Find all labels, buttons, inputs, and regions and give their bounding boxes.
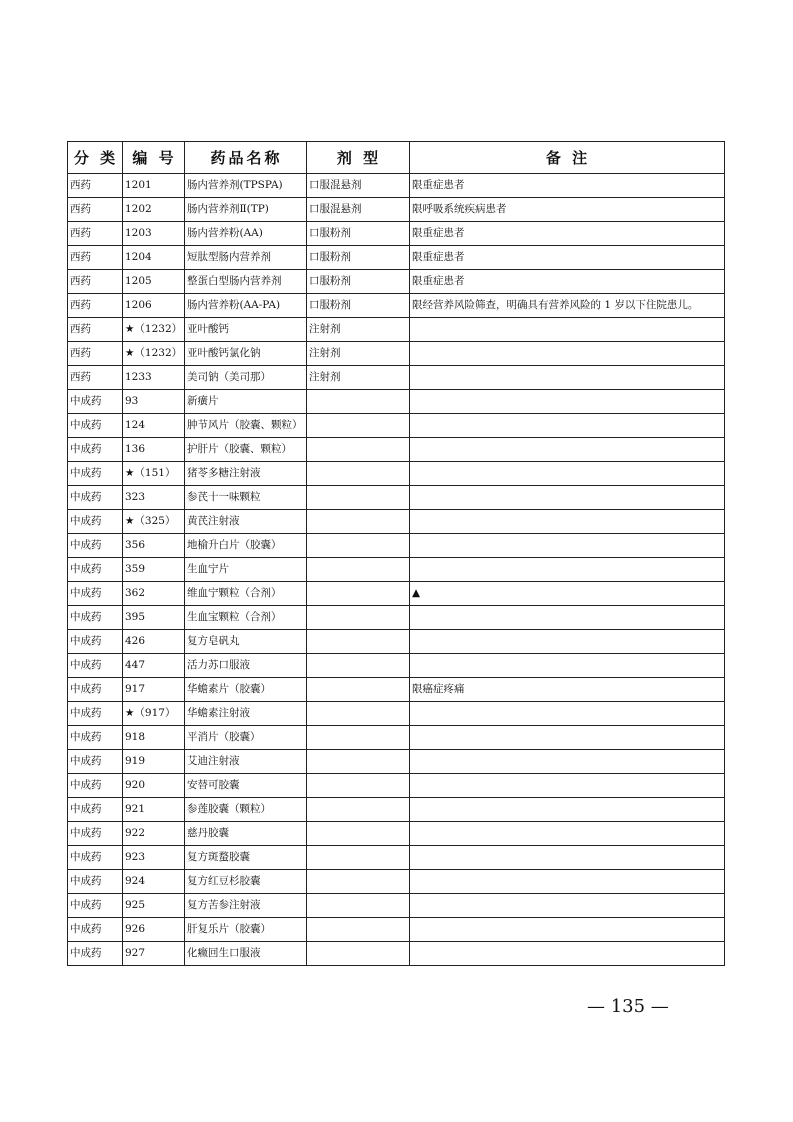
drug-name-cell: 美司钠（美司那） <box>185 366 307 390</box>
category-cell: 西药 <box>68 174 123 198</box>
table-row <box>68 246 725 270</box>
number-cell: 918 <box>123 726 185 750</box>
number-cell: ★（1232） <box>123 342 185 366</box>
table-row <box>68 630 725 654</box>
number-cell: 426 <box>123 630 185 654</box>
remarks-cell <box>410 870 725 894</box>
category-cell: 中成药 <box>68 534 123 558</box>
remarks-cell <box>410 846 725 870</box>
table-row <box>68 318 725 342</box>
header-remarks: 备 注 <box>410 142 725 174</box>
remarks-cell <box>410 390 725 414</box>
dosage-form-cell <box>307 894 410 918</box>
drug-table <box>67 141 725 966</box>
table-row <box>68 750 725 774</box>
table-row <box>68 822 725 846</box>
dosage-form-cell <box>307 630 410 654</box>
table-row <box>68 294 725 318</box>
number-cell: 395 <box>123 606 185 630</box>
remarks-cell <box>410 654 725 678</box>
drug-name-cell: 复方斑蝥胶囊 <box>185 846 307 870</box>
drug-name-cell: 生血宁片 <box>185 558 307 582</box>
dosage-form-cell <box>307 750 410 774</box>
remarks-cell <box>410 774 725 798</box>
drug-name-cell: 地榆升白片（胶囊） <box>185 534 307 558</box>
table-row <box>68 198 725 222</box>
remarks-cell: ▲ <box>410 582 725 606</box>
dosage-form-cell <box>307 846 410 870</box>
drug-name-cell: 生血宝颗粒（合剂） <box>185 606 307 630</box>
table-row <box>68 846 725 870</box>
number-cell: 447 <box>123 654 185 678</box>
category-cell: 中成药 <box>68 942 123 966</box>
category-cell: 中成药 <box>68 462 123 486</box>
dosage-form-cell <box>307 678 410 702</box>
category-cell: 西药 <box>68 318 123 342</box>
dosage-form-cell <box>307 414 410 438</box>
dosage-form-cell <box>307 870 410 894</box>
category-cell: 西药 <box>68 246 123 270</box>
number-cell: 921 <box>123 798 185 822</box>
drug-name-cell: 亚叶酸钙氯化钠 <box>185 342 307 366</box>
dosage-form-cell <box>307 486 410 510</box>
number-cell: 323 <box>123 486 185 510</box>
drug-name-cell: 平消片（胶囊） <box>185 726 307 750</box>
drug-name-cell: 活力苏口服液 <box>185 654 307 678</box>
remarks-cell: 限重症患者 <box>410 174 725 198</box>
remarks-cell <box>410 318 725 342</box>
table-row <box>68 606 725 630</box>
remarks-cell <box>410 462 725 486</box>
category-cell: 西药 <box>68 222 123 246</box>
category-cell: 中成药 <box>68 630 123 654</box>
category-cell: 中成药 <box>68 438 123 462</box>
category-cell: 中成药 <box>68 510 123 534</box>
table-row <box>68 366 725 390</box>
table-row <box>68 942 725 966</box>
number-cell: 1206 <box>123 294 185 318</box>
remarks-cell <box>410 918 725 942</box>
remarks-cell <box>410 726 725 750</box>
drug-name-cell: 复方苦参注射液 <box>185 894 307 918</box>
remarks-cell <box>410 366 725 390</box>
number-cell: 926 <box>123 918 185 942</box>
table-row <box>68 534 725 558</box>
dosage-form-cell: 注射剂 <box>307 366 410 390</box>
drug-name-cell: 黄芪注射液 <box>185 510 307 534</box>
table-row <box>68 510 725 534</box>
table-row <box>68 558 725 582</box>
number-cell: ★（325） <box>123 510 185 534</box>
dosage-form-cell <box>307 582 410 606</box>
table-row <box>68 174 725 198</box>
number-cell: 917 <box>123 678 185 702</box>
dosage-form-cell <box>307 702 410 726</box>
dosage-form-cell <box>307 822 410 846</box>
number-cell: 136 <box>123 438 185 462</box>
dosage-form-cell: 注射剂 <box>307 318 410 342</box>
dosage-form-cell <box>307 798 410 822</box>
number-cell: 1205 <box>123 270 185 294</box>
drug-name-cell: 复方皂矾丸 <box>185 630 307 654</box>
dosage-form-cell: 口服粉剂 <box>307 294 410 318</box>
remarks-cell <box>410 894 725 918</box>
remarks-cell <box>410 798 725 822</box>
table-row <box>68 462 725 486</box>
table-row <box>68 678 725 702</box>
drug-name-cell: 华蟾素片（胶囊） <box>185 678 307 702</box>
header-row <box>68 142 725 174</box>
drug-name-cell: 猪苓多糖注射液 <box>185 462 307 486</box>
category-cell: 西药 <box>68 342 123 366</box>
drug-name-cell: 护肝片（胶囊、颗粒） <box>185 438 307 462</box>
dosage-form-cell <box>307 942 410 966</box>
dosage-form-cell <box>307 918 410 942</box>
drug-name-cell: 参芪十一味颗粒 <box>185 486 307 510</box>
number-cell: 93 <box>123 390 185 414</box>
remarks-cell: 限重症患者 <box>410 222 725 246</box>
category-cell: 中成药 <box>68 774 123 798</box>
category-cell: 中成药 <box>68 798 123 822</box>
number-cell: 1202 <box>123 198 185 222</box>
number-cell: 1203 <box>123 222 185 246</box>
remarks-cell: 限癌症疼痛 <box>410 678 725 702</box>
number-cell: 1201 <box>123 174 185 198</box>
dosage-form-cell: 注射剂 <box>307 342 410 366</box>
number-cell: 923 <box>123 846 185 870</box>
drug-name-cell: 艾迪注射液 <box>185 750 307 774</box>
category-cell: 西药 <box>68 366 123 390</box>
remarks-cell <box>410 342 725 366</box>
table-row <box>68 390 725 414</box>
category-cell: 中成药 <box>68 558 123 582</box>
category-cell: 中成药 <box>68 870 123 894</box>
dosage-form-cell: 口服混悬剂 <box>307 174 410 198</box>
drug-name-cell: 新癀片 <box>185 390 307 414</box>
dosage-form-cell <box>307 390 410 414</box>
table-row <box>68 774 725 798</box>
remarks-cell <box>410 558 725 582</box>
table-row <box>68 270 725 294</box>
table-row <box>68 438 725 462</box>
table-row <box>68 582 725 606</box>
number-cell: 362 <box>123 582 185 606</box>
remarks-cell: 限重症患者 <box>410 270 725 294</box>
remarks-cell <box>410 702 725 726</box>
category-cell: 西药 <box>68 270 123 294</box>
dosage-form-cell <box>307 462 410 486</box>
number-cell: 922 <box>123 822 185 846</box>
dosage-form-cell: 口服粉剂 <box>307 246 410 270</box>
drug-name-cell: 肿节风片（胶囊、颗粒） <box>185 414 307 438</box>
category-cell: 中成药 <box>68 582 123 606</box>
table-row <box>68 486 725 510</box>
category-cell: 中成药 <box>68 894 123 918</box>
dosage-form-cell <box>307 654 410 678</box>
dosage-form-cell <box>307 534 410 558</box>
dosage-form-cell <box>307 774 410 798</box>
table-row <box>68 222 725 246</box>
remarks-cell <box>410 750 725 774</box>
remarks-cell <box>410 510 725 534</box>
dosage-form-cell: 口服混悬剂 <box>307 198 410 222</box>
dosage-form-cell <box>307 558 410 582</box>
dosage-form-cell <box>307 606 410 630</box>
remarks-cell <box>410 438 725 462</box>
remarks-cell <box>410 534 725 558</box>
number-cell: 359 <box>123 558 185 582</box>
remarks-cell: 限重症患者 <box>410 246 725 270</box>
drug-name-cell: 化癥回生口服液 <box>185 942 307 966</box>
category-cell: 中成药 <box>68 414 123 438</box>
drug-name-cell: 肠内营养剂Ⅱ(TP) <box>185 198 307 222</box>
remarks-cell <box>410 414 725 438</box>
table-row <box>68 798 725 822</box>
category-cell: 中成药 <box>68 918 123 942</box>
category-cell: 中成药 <box>68 678 123 702</box>
dosage-form-cell: 口服粉剂 <box>307 270 410 294</box>
drug-name-cell: 肠内营养粉(AA-PA) <box>185 294 307 318</box>
table-row <box>68 726 725 750</box>
number-cell: 1204 <box>123 246 185 270</box>
category-cell: 中成药 <box>68 486 123 510</box>
number-cell: 356 <box>123 534 185 558</box>
remarks-cell <box>410 606 725 630</box>
category-cell: 中成药 <box>68 654 123 678</box>
dosage-form-cell <box>307 726 410 750</box>
drug-name-cell: 亚叶酸钙 <box>185 318 307 342</box>
dosage-form-cell <box>307 438 410 462</box>
category-cell: 中成药 <box>68 822 123 846</box>
number-cell: ★（151） <box>123 462 185 486</box>
category-cell: 中成药 <box>68 702 123 726</box>
drug-name-cell: 慈丹胶囊 <box>185 822 307 846</box>
table-row <box>68 870 725 894</box>
drug-name-cell: 安替可胶囊 <box>185 774 307 798</box>
number-cell: ★（1232） <box>123 318 185 342</box>
dosage-form-cell <box>307 510 410 534</box>
category-cell: 中成药 <box>68 390 123 414</box>
remarks-cell: 限呼吸系统疾病患者 <box>410 198 725 222</box>
number-cell: 925 <box>123 894 185 918</box>
category-cell: 中成药 <box>68 726 123 750</box>
table-row <box>68 654 725 678</box>
table-row <box>68 342 725 366</box>
category-cell: 中成药 <box>68 750 123 774</box>
header-dosage-form: 剂 型 <box>307 142 410 174</box>
category-cell: 中成药 <box>68 846 123 870</box>
number-cell: 919 <box>123 750 185 774</box>
table-body <box>68 174 725 966</box>
category-cell: 中成药 <box>68 606 123 630</box>
number-cell: ★（917） <box>123 702 185 726</box>
category-cell: 西药 <box>68 198 123 222</box>
category-cell: 西药 <box>68 294 123 318</box>
drug-name-cell: 维血宁颗粒（合剂） <box>185 582 307 606</box>
drug-name-cell: 华蟾素注射液 <box>185 702 307 726</box>
drug-name-cell: 参莲胶囊（颗粒） <box>185 798 307 822</box>
table-row <box>68 414 725 438</box>
remarks-cell <box>410 822 725 846</box>
drug-name-cell: 肠内营养剂(TPSPA) <box>185 174 307 198</box>
number-cell: 920 <box>123 774 185 798</box>
dosage-form-cell: 口服粉剂 <box>307 222 410 246</box>
drug-name-cell: 复方红豆杉胶囊 <box>185 870 307 894</box>
number-cell: 924 <box>123 870 185 894</box>
drug-name-cell: 整蛋白型肠内营养剂 <box>185 270 307 294</box>
header-category: 分 类 <box>68 142 123 174</box>
remarks-cell <box>410 942 725 966</box>
number-cell: 927 <box>123 942 185 966</box>
page-number: — 135 — <box>587 996 669 1017</box>
number-cell: 1233 <box>123 366 185 390</box>
drug-name-cell: 肠内营养粉(AA) <box>185 222 307 246</box>
header-number: 编 号 <box>123 142 185 174</box>
header-drug-name: 药品名称 <box>185 142 307 174</box>
remarks-cell <box>410 486 725 510</box>
drug-name-cell: 肝复乐片（胶囊） <box>185 918 307 942</box>
remarks-cell <box>410 630 725 654</box>
table-row <box>68 894 725 918</box>
table-row <box>68 918 725 942</box>
number-cell: 124 <box>123 414 185 438</box>
drug-name-cell: 短肽型肠内营养剂 <box>185 246 307 270</box>
table-row <box>68 702 725 726</box>
remarks-cell: 限经营养风险筛查，明确具有营养风险的 1 岁以下住院患儿。 <box>410 294 725 318</box>
